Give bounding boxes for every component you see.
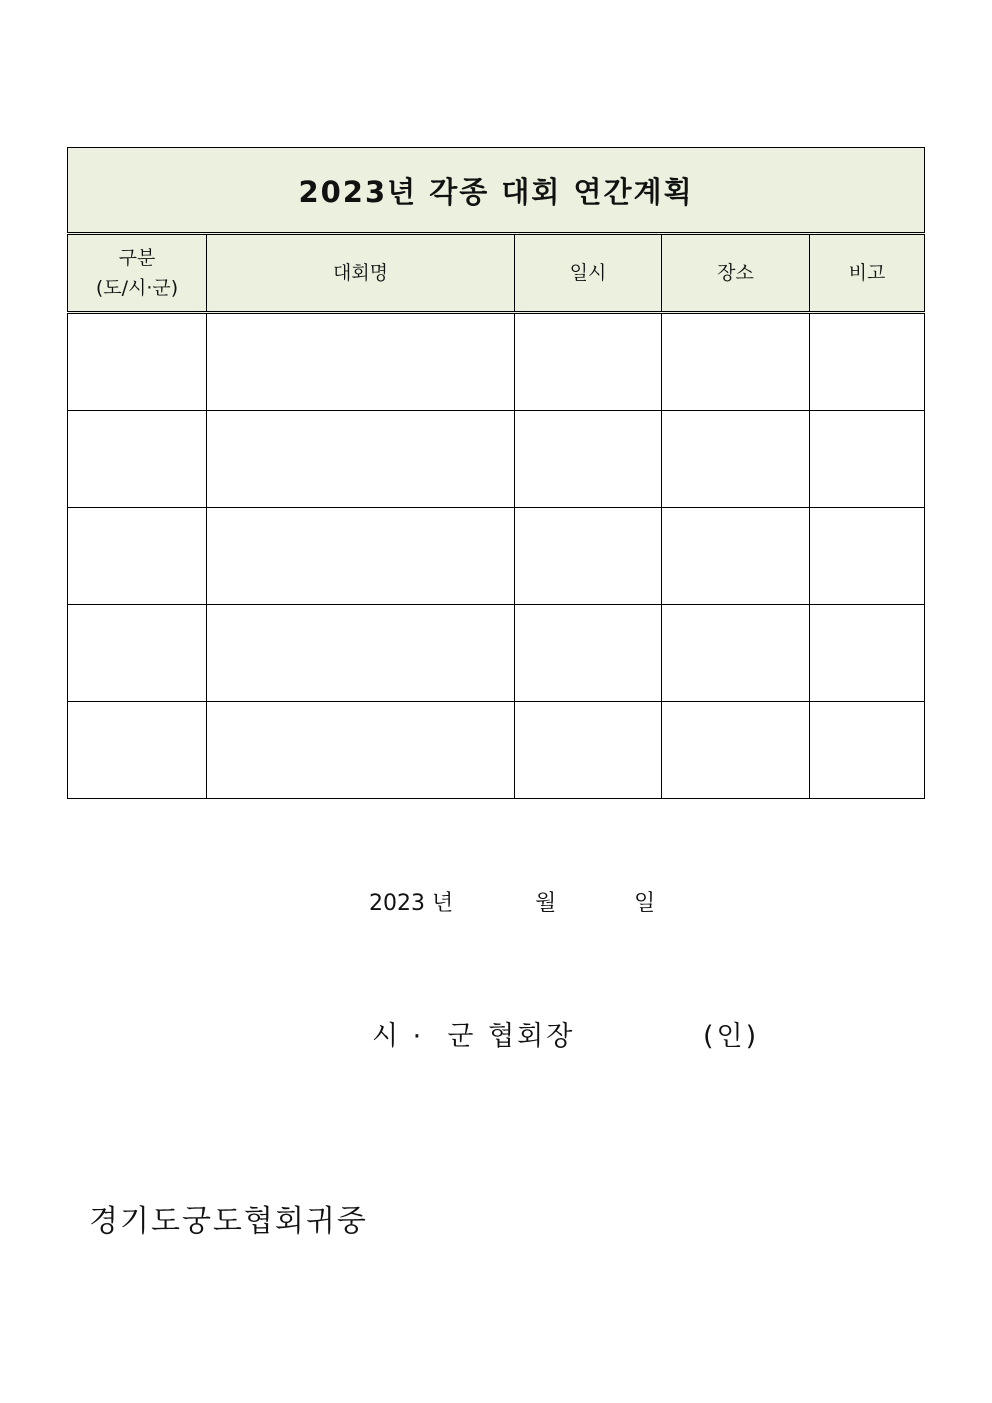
cell-venue[interactable] <box>662 605 810 702</box>
table-row <box>68 702 925 799</box>
header-date: 일시 <box>515 234 662 313</box>
table-row <box>68 313 925 411</box>
signature-org: 시 · 군 협회장 <box>372 1021 576 1052</box>
cell-category[interactable] <box>68 313 207 411</box>
table-row <box>68 411 925 508</box>
cell-event-name[interactable] <box>207 411 515 508</box>
header-venue: 장소 <box>662 234 810 313</box>
cell-date[interactable] <box>515 508 662 605</box>
cell-category[interactable] <box>68 411 207 508</box>
cell-category[interactable] <box>68 605 207 702</box>
table-header-row <box>68 234 925 313</box>
cell-event-name[interactable] <box>207 702 515 799</box>
seal-mark: (인) <box>703 1021 760 1052</box>
cell-remarks[interactable] <box>810 605 925 702</box>
recipient: 경기도궁도협회귀중 <box>89 1204 368 1239</box>
cell-remarks[interactable] <box>810 313 925 411</box>
cell-venue[interactable] <box>662 702 810 799</box>
cell-date[interactable] <box>515 605 662 702</box>
cell-date[interactable] <box>515 411 662 508</box>
header-category-line2: (도/시·군) <box>95 277 179 299</box>
cell-date[interactable] <box>515 702 662 799</box>
header-event-name: 대회명 <box>207 234 515 313</box>
cell-date[interactable] <box>515 313 662 411</box>
header-category <box>68 234 207 313</box>
cell-remarks[interactable] <box>810 508 925 605</box>
header-category-line1: 구분 <box>118 247 156 269</box>
table-row <box>68 605 925 702</box>
date-day: 일 <box>634 891 656 916</box>
date-year: 2023 년 <box>369 891 454 916</box>
table-title: 2023년 각종 대회 연간계획 <box>68 148 925 234</box>
table-title-row <box>68 148 925 234</box>
cell-category[interactable] <box>68 702 207 799</box>
annual-plan-table <box>67 147 925 799</box>
cell-remarks[interactable] <box>810 411 925 508</box>
cell-event-name[interactable] <box>207 605 515 702</box>
cell-venue[interactable] <box>662 313 810 411</box>
cell-event-name[interactable] <box>207 313 515 411</box>
cell-remarks[interactable] <box>810 702 925 799</box>
cell-category[interactable] <box>68 508 207 605</box>
date-month: 월 <box>535 891 557 916</box>
header-remarks: 비고 <box>810 234 925 313</box>
cell-event-name[interactable] <box>207 508 515 605</box>
table-row <box>68 508 925 605</box>
cell-venue[interactable] <box>662 411 810 508</box>
cell-venue[interactable] <box>662 508 810 605</box>
